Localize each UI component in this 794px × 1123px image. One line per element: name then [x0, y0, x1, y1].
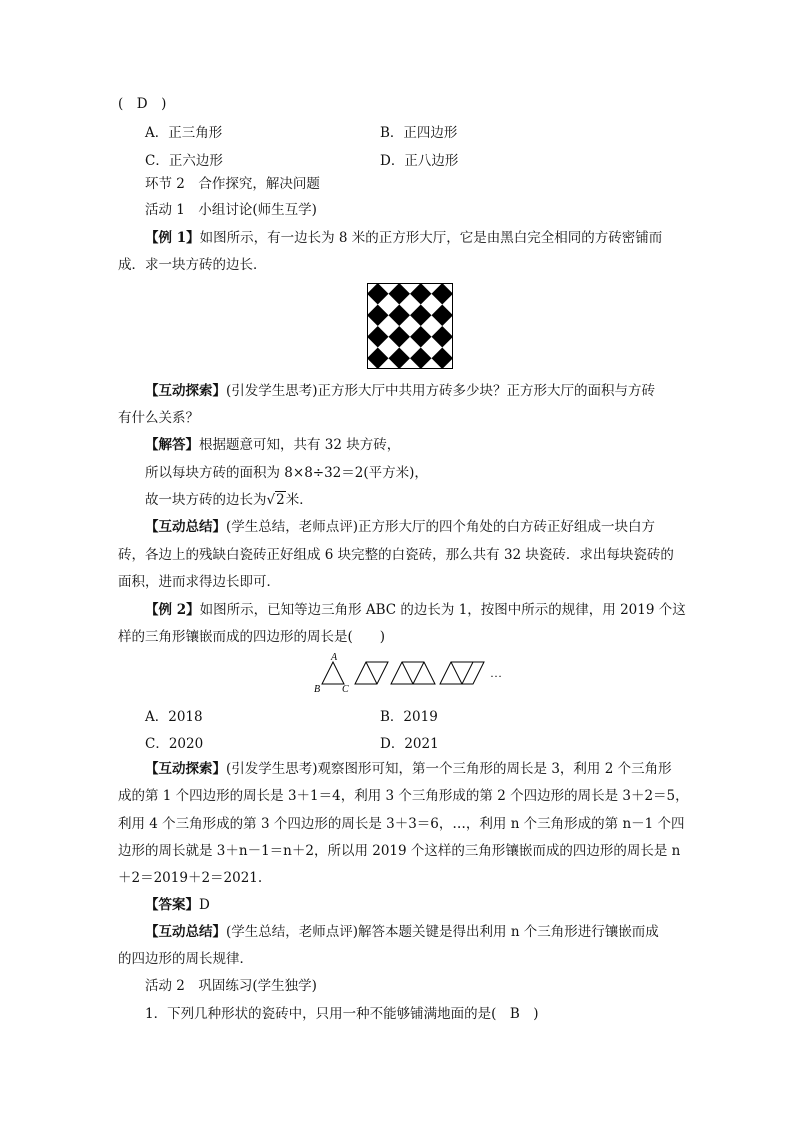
ex1-summary-line2: 砖，各边上的残缺白瓷砖正好组成 6 块完整的白瓷砖，那么共有 32 块瓷砖．求出每块瓷砖的 — [118, 547, 674, 563]
ex2-explore-line4: 边形的周长就是 3＋n－1＝n＋2，所以用 2019 个这样的三角形镶嵌而成的四边形的周长是 n — [118, 843, 681, 859]
quad-3-triangles — [391, 662, 435, 684]
ex1-solve-line1: 【解答】根据题意可知，共有 32 块方砖， — [145, 437, 401, 453]
tile-floor-figure — [367, 283, 453, 369]
label-b: B — [314, 684, 321, 695]
section-title: 环节 2 合作探究，解决问题 — [145, 176, 320, 192]
option-b: B．正四边形 — [380, 125, 458, 141]
ex3-question: 1．下列几种形状的瓷砖中，只用一种不能够铺满地面的是( B ) — [145, 1006, 539, 1022]
ex1-explore-line1: 【互动探索】(引发学生思考)正方形大厅中共用方砖多少块？正方形大厅的面积与方砖 — [145, 383, 656, 399]
ex1-line1: 【例 1】如图所示，有一边长为 8 米的正方形大厅，它是由黑白完全相同的方砖密铺而 — [145, 230, 663, 246]
activity2-title: 活动 2 巩固练习(学生独学) — [145, 978, 317, 994]
triangle-pattern-figure — [310, 648, 520, 696]
ex2-summary-line1: 【互动总结】(学生总结，老师点评)解答本题关键是得出利用 n 个三角形进行镶嵌而成 — [145, 924, 659, 940]
sqrt-symbol: √2 — [266, 492, 285, 508]
ex1-solve-line3: 故一块方砖的边长为√2米． — [145, 492, 313, 508]
ex2-option-d: D．2021 — [380, 736, 439, 752]
triangle-abc — [322, 662, 344, 684]
ex2-option-a: A．2018 — [145, 709, 203, 725]
ex2-summary-line2: 的四边形的周长规律． — [118, 951, 253, 967]
ex2-explore-line5: ＋2＝2019＋2＝2021. — [118, 870, 263, 886]
ex2-option-b: B．2019 — [380, 709, 438, 725]
ex2-option-c: C．2020 — [145, 736, 204, 752]
ex2-explore-line3: 利用 4 个三角形成的第 3 个四边形的周长是 3＋3＝6，…，利用 n 个三角形成的第 n－1 个四 — [118, 816, 685, 832]
ex2-line2: 样的三角形镶嵌而成的四边形的周长是( ) — [118, 629, 386, 645]
answer-line: ( D ) — [118, 96, 167, 112]
ex1-explore-line2: 有什么关系？ — [118, 410, 199, 426]
quad-4-triangles — [440, 662, 484, 684]
option-c: C．正六边形 — [145, 153, 223, 169]
ex1-solve-line2: 所以每块方砖的面积为 8×8÷32＝2(平方米)， — [145, 465, 428, 481]
ex2-explore-line1: 【互动探索】(引发学生思考)观察图形可知，第一个三角形的周长是 3，利用 2 个三角形 — [145, 761, 672, 777]
activity1-title: 活动 1 小组讨论(师生互学) — [145, 202, 317, 218]
ex1-summary-line3: 面积，进而求得边长即可． — [118, 574, 280, 590]
ex1-summary-line1: 【互动总结】(学生总结，老师点评)正方形大厅的四个角处的白方砖正好组成一块白方 — [145, 519, 656, 535]
ex2-answer: 【答案】D — [145, 897, 210, 913]
label-a: A — [331, 652, 338, 663]
ex2-explore-line2: 成的第 1 个四边形的周长是 3＋1＝4，利用 3 个三角形成的第 2 个四边形的周长是 3＋2＝5， — [118, 788, 689, 804]
label-c: C — [342, 684, 349, 695]
ex2-line1: 【例 2】如图所示，已知等边三角形 ABC 的边长为 1，按图中所示的规律，用 2019 个这 — [145, 602, 686, 618]
option-d: D．正八边形 — [380, 153, 459, 169]
ex1-line2: 成．求一块方砖的边长． — [118, 257, 267, 273]
option-a: A．正三角形 — [145, 125, 223, 141]
continuation-dots: … — [490, 666, 502, 680]
